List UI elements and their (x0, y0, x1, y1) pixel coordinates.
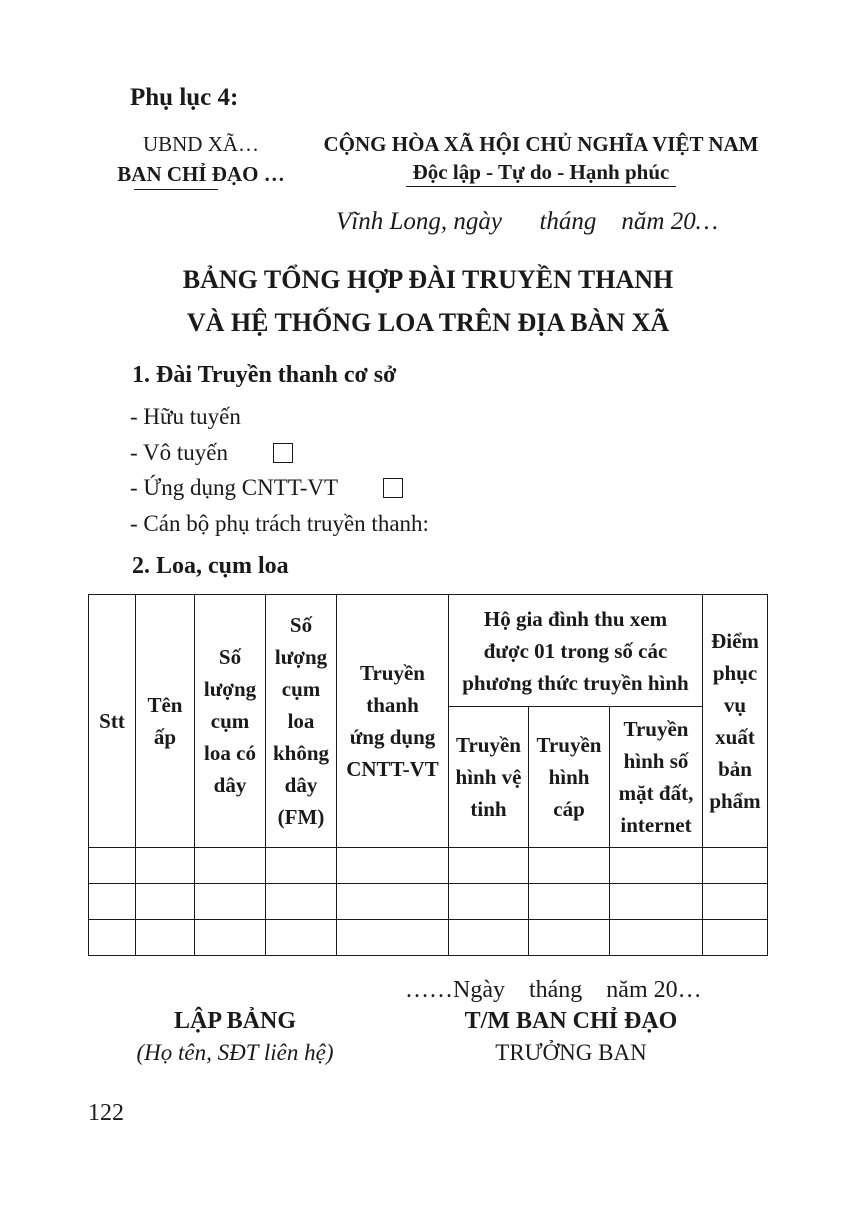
header-stt: Stt (89, 595, 136, 848)
item-can-bo: - Cán bộ phụ trách truyền thanh: (130, 511, 429, 536)
appendix-label: Phụ lục 4: (130, 84, 239, 111)
item-huu-tuyen: - Hữu tuyến (130, 404, 241, 429)
table-cell[interactable] (195, 920, 266, 956)
table-cell[interactable] (195, 884, 266, 920)
table-cell[interactable] (337, 920, 449, 956)
header-loa-co-day: Số lượng cụm loa có dây (195, 595, 266, 848)
table-row (89, 884, 768, 920)
table-row (89, 920, 768, 956)
prepared-by-subtitle: (Họ tên, SĐT liên hệ) (136, 1040, 334, 1065)
table-cell[interactable] (195, 848, 266, 884)
subheader-so-mat-dat: Truyền hình số mặt đất, internet (610, 707, 703, 848)
header-ho-gia-dinh: Hộ gia đình thu xem được 01 trong số các phương thức truyền hình (449, 595, 703, 707)
table-cell[interactable] (266, 884, 337, 920)
ung-dung-checkbox[interactable] (383, 478, 403, 498)
table-cell[interactable] (266, 920, 337, 956)
motto-underline (406, 186, 676, 187)
table-cell[interactable] (89, 920, 136, 956)
committee-signature-title: T/M BAN CHỈ ĐẠO (464, 1008, 678, 1034)
document-title-line2: VÀ HỆ THỐNG LOA TRÊN ĐỊA BÀN XÃ (186, 308, 670, 337)
table-cell[interactable] (529, 920, 610, 956)
issuer-commune: UBND XÃ… (142, 132, 260, 156)
signature-date: ……Ngày tháng năm 20… (405, 977, 702, 1003)
issuer-underline (134, 189, 218, 190)
table-cell[interactable] (610, 920, 703, 956)
subheader-cap: Truyền hình cáp (529, 707, 610, 848)
place-date: Vĩnh Long, ngày tháng năm 20… (336, 208, 718, 235)
header-diem-phuc-vu: Điểm phục vụ xuất bản phẩm (703, 595, 768, 848)
header-loa-khong-day: Số lượng cụm loa không dây (FM) (266, 595, 337, 848)
table-cell[interactable] (449, 848, 529, 884)
prepared-by-title: LẬP BẢNG (173, 1008, 296, 1034)
table-cell[interactable] (337, 884, 449, 920)
section2-heading: 2. Loa, cụm loa (132, 553, 289, 579)
table-cell[interactable] (610, 848, 703, 884)
table-cell[interactable] (529, 848, 610, 884)
table-row (89, 848, 768, 884)
table-cell[interactable] (136, 920, 195, 956)
table-cell[interactable] (136, 884, 195, 920)
section1-heading: 1. Đài Truyền thanh cơ sở (132, 362, 397, 388)
national-title: CỘNG HÒA XÃ HỘI CHỦ NGHĨA VIỆT NAM (323, 132, 759, 156)
vo-tuyen-checkbox[interactable] (273, 443, 293, 463)
table-cell[interactable] (703, 920, 768, 956)
table-cell[interactable] (703, 884, 768, 920)
table-cell[interactable] (337, 848, 449, 884)
loudspeaker-table (88, 594, 768, 956)
document-title-line1: BẢNG TỔNG HỢP ĐÀI TRUYỀN THANH (182, 265, 674, 294)
table-cell[interactable] (89, 848, 136, 884)
table-cell[interactable] (89, 884, 136, 920)
item-vo-tuyen: - Vô tuyến (130, 440, 228, 465)
table-cell[interactable] (703, 848, 768, 884)
table-cell[interactable] (449, 884, 529, 920)
national-motto: Độc lập - Tự do - Hạnh phúc (412, 160, 670, 184)
committee-head-title: TRƯỞNG BAN (495, 1040, 647, 1065)
table-cell[interactable] (610, 884, 703, 920)
page-number: 122 (88, 1100, 124, 1126)
table-cell[interactable] (529, 884, 610, 920)
header-ten-ap: Tên ấp (136, 595, 195, 848)
item-ung-dung-cntt: - Ứng dụng CNTT-VT (130, 475, 339, 500)
table-cell[interactable] (266, 848, 337, 884)
subheader-ve-tinh: Truyền hình vệ tinh (449, 707, 529, 848)
table-cell[interactable] (449, 920, 529, 956)
table-cell[interactable] (136, 848, 195, 884)
issuer-committee: BAN CHỈ ĐẠO … (117, 162, 285, 186)
header-truyen-thanh-cntt: Truyền thanh ứng dụng CNTT-VT (337, 595, 449, 848)
